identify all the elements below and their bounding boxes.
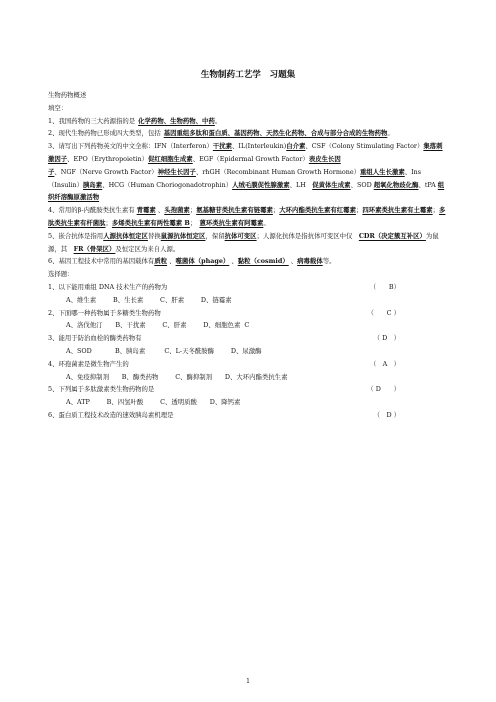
q4-text: ； [355,206,363,215]
choice-question [48,383,448,396]
q4-answer: 多烯类抗生素有两性霉素 B [111,218,190,227]
q3-text: 、rhGH（Recombinant Human Growth Hormone） [195,167,361,176]
q6-answer: 质粒 [154,257,168,266]
q3-text: 、EPO（Erythropoietin） [67,154,148,163]
q5-text: 及恒定区为来自人源。 [115,244,180,253]
question-6 [48,255,448,268]
choice-answer: （ B） [369,282,400,291]
q2-answer: 基因重组多肽和蛋白质、基因药物、天然生化药物、合成与部分合成的生物药物 [163,129,388,138]
fill-heading: 填空： [48,103,68,112]
q5-text: 为鼠源，其 [48,231,439,253]
q4-answer: 四环素类抗生素有土霉素 [362,206,433,215]
page-title: 生物制药工艺学 习题集 [200,70,296,80]
choice-answer: （ D ） [373,334,400,343]
q6-text: 等。 [322,257,336,266]
q3-text: 、HCG（Human Choriogonadotrophin） [102,180,233,189]
q1-text: 1、我国药物的三大药源指的是 [48,116,136,125]
choice-question-text: 5、下列属于多肽激素类生物药物的是 [48,385,155,394]
q4-text: 4、常用的β-内酰胺类抗生素有 [48,206,137,215]
q4-text: 。 [263,218,270,227]
q4-text: ； [189,218,200,227]
q5-answer: FR（骨架区） [73,244,116,253]
choice-answer: （ D ） [367,385,400,394]
q5-text: 替换 [147,231,161,240]
choice-answer: （ C ） [367,308,400,317]
choice-options: A、维生素 B、生长素 C、肝素 D、链霉素 [66,295,232,304]
choice-options: A、SOD B、胰岛素 C、L-天冬酰胺酶 D、尿激酶 [66,346,262,355]
q3-answer: 集落刺激因子 [48,142,443,163]
question-2 [48,127,448,140]
q4-answer: 蒽环类抗生素有阿霉素 [199,218,264,227]
section-heading: 生物药物概述 [48,91,87,99]
q3-answer: 重组人生长激素 [360,167,405,176]
choice-question [48,332,448,345]
q6-answer: 噬菌体（phage） [175,257,230,266]
q2-post: 。 [387,129,394,138]
q3-answer: 促黄体生成素 [312,180,351,189]
q3-answer: 胰岛素 [83,180,103,189]
choice-question-text: 3、能用于防治血栓的酶类药物有 [48,334,142,343]
q3-text: 、tPA [418,180,438,189]
q5-answer: CDR（决定簇互补区） [358,231,426,240]
q3-text: 、LH [289,180,313,189]
q6-answer: 病毒载体 [297,257,323,266]
choice-question [48,358,448,371]
choice-question-text: 6、蛋白质工程技术改造的速效胰岛素机理是 [48,410,174,419]
q3-answer: 组织纤溶酶原激活物 [48,180,445,202]
q3-answer: 超氧化物歧化酶 [373,180,419,189]
q3-text: 、Ins（Insulin） [48,167,422,189]
choice-question [48,281,448,294]
q3-text: 、CSF（Colony Stimulating Factor） [305,142,424,151]
choice-options: A、ATP B、四氢叶酸 C、透明质酸 D、降钙素 [66,398,241,407]
q6-text: 、 [167,257,176,266]
choice-list [48,281,448,422]
choice-question [48,409,448,422]
q3-answer: 神经生长因子 [157,167,196,176]
choice-options: A、洛伐他汀 B、干扰素 C、肝素 D、细胞色素 C [66,321,250,330]
q5-text: 5、嵌合抗体是指用 [48,231,104,240]
q1-post: 。 [214,116,222,125]
choice-question-text: 1、以下能用重组 DNA 技术生产的药物为 [48,282,168,291]
q3-text: 、EGF（Epidermal Growth Factor） [192,154,309,163]
q4-text: 、 [155,206,165,215]
q6-text: 、 [229,257,238,266]
choice-question-text: 2、下面哪一种药物属于多糖类生物药物 [48,308,161,317]
choice-question-text: 4、环孢菌素是微生物产生的 [48,359,129,368]
choice-question [48,307,448,320]
q3-answer: 白介素 [286,142,306,151]
q5-answer: 人源抗体恒定区 [103,231,148,240]
q5-answer: 鼠源抗体恒定区 [160,231,206,240]
q1-answer: 化学药物、生物药物、中药 [138,116,215,125]
question-1 [48,115,448,128]
q4-text: ； [105,218,112,227]
q4-answer: 大环内酯类抗生素有红霉素 [279,206,356,215]
q3-text: 、NGF（Nerve Growth Factor） [54,167,158,176]
question-3 [48,140,448,204]
q5-answer: 抗体可变区 [224,231,257,240]
q6-answer: 黏粒（cosmid） [237,257,289,266]
question-4 [48,204,448,230]
document-body [48,89,448,422]
q4-text: ； [272,206,280,215]
q5-text: ；人源化抗体是指抗体可变区中仅 [256,231,359,240]
q4-answer: 多肽类抗生素有杆菌肽 [48,206,446,227]
choice-options: A、免疫抑制剂 B、酶类药物 C、酶抑制剂 D、大环内酯类抗生素 [66,372,288,381]
q3-text: 3、请写出下列药物英文的中文全称：IFN（Interferon） [48,142,213,151]
page-number: 1 [246,678,250,685]
q4-answer: 头孢菌素 [164,206,190,215]
q3-answer: 干扰素 [212,142,233,151]
q4-answer: 氨基糖苷类抗生素有链霉素 [196,206,273,215]
q6-text: 、 [288,257,298,266]
q4-text: ； [189,206,197,215]
q4-answer: 青霉素 [136,206,156,215]
question-5 [48,230,448,256]
choice-heading: 选择题： [48,270,74,279]
choice-answer: （ D ） [373,410,400,419]
q3-answer: 促红细胞生成素 [147,154,193,163]
q5-text: ，保留 [205,231,225,240]
choice-answer: （ A ） [369,359,400,368]
q2-text: 2、现代生物药物已形成四大类型，包括 [48,129,161,138]
q6-text: 6、基因工程技术中常用的基因载体有 [48,257,155,266]
q4-text: ； [432,206,440,215]
q3-text: 、SOD [350,180,374,189]
q3-text: 、IL(Interleukin) [232,142,287,151]
q3-answer: 表皮生长因子 [48,154,341,176]
q3-answer: 人绒毛膜促性腺激素 [232,180,290,189]
